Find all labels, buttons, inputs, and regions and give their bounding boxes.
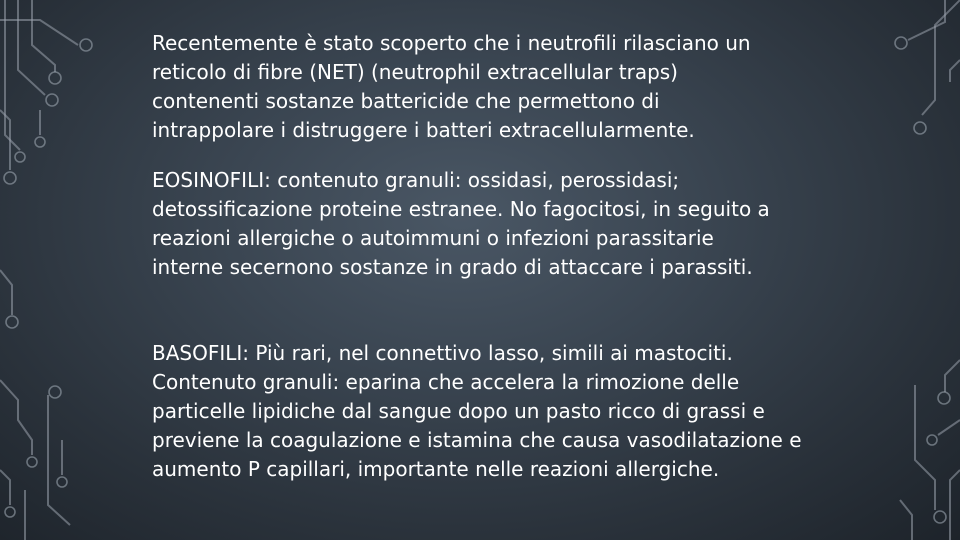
paragraph-eosinofili: EOSINOFILI: contenuto granuli: ossidasi, perossidasi; detossificazione proteine estranee. No fagocitosi, in seguito a reazioni allergiche o autoimmuni o infezioni parassitarie interne secernono sostanze in grado di attaccare i parassiti.	[152, 168, 770, 279]
left-circuit-traces	[0, 0, 92, 540]
paragraph-net-neutrophils: Recentemente è stato scoperto che i neutrofili rilasciano un reticolo di fibre (NET) (neutrophil extracellular traps) contenenti sostanze battericide che permettono di intrappolare i distruggere i batteri extracellularmente.	[152, 31, 751, 142]
paragraph-basofili: BASOFILI: Più rari, nel connettivo lasso, simili ai mastociti. Contenuto granuli: eparina che accelera la rimozione delle particelle lipidiche dal sangue dopo un pasto ricco di grassi e previene la coagulazione e istamina che causa vasodilatazione e aumento P capillari, importante nelle reazioni allergiche.	[152, 341, 802, 481]
right-circuit-traces	[895, 0, 960, 540]
